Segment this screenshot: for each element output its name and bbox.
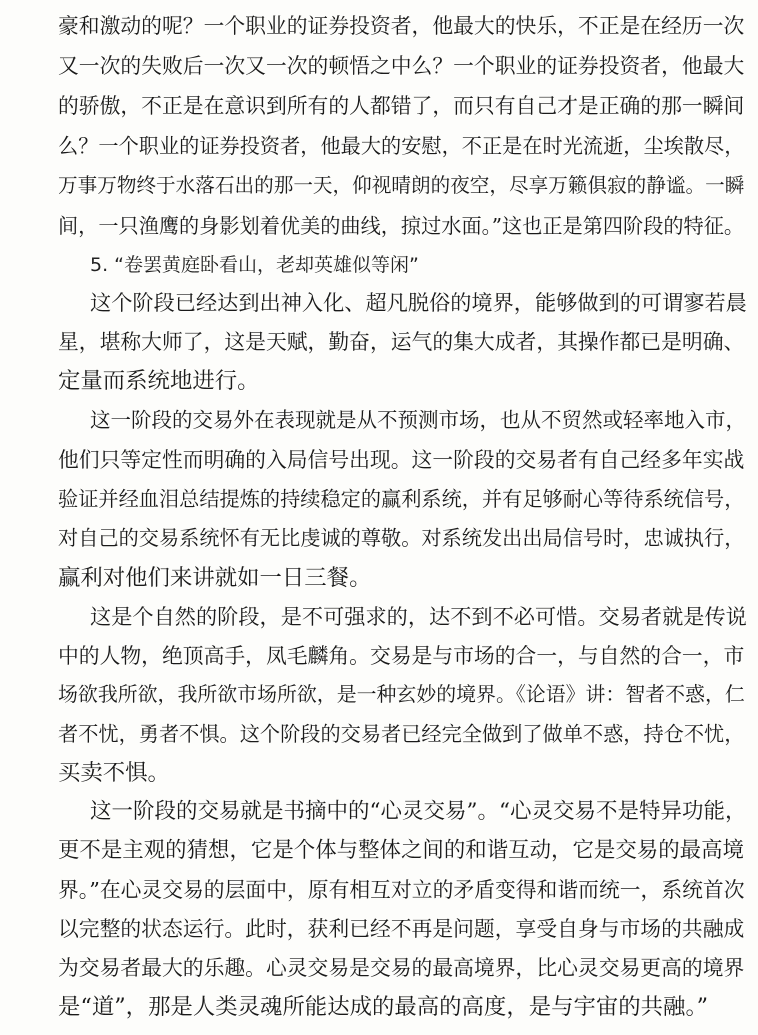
text-line: 场欲我所欲，我所欲市场所欲，是一种玄妙的境界。《论语》讲：智者不惑，仁 xyxy=(58,683,745,706)
text-line: 他们只等定性而明确的入局信号出现。这一阶段的交易者有自己经多年实战 xyxy=(58,448,745,472)
text-line: 买卖不惧。 xyxy=(58,760,170,786)
text-line: 中的人物，绝顶高手，凤毛麟角。交易是与市场的合一，与自然的合一，市 xyxy=(58,644,745,668)
text-line: 星，堪称大师了，这是天赋，勤奋，运气的集大成者，其操作都已是明确、 xyxy=(58,330,745,354)
text-line: 对自己的交易系统怀有无比虔诚的尊敬。对系统发出出局信号时，忠诚执行， xyxy=(58,526,745,550)
text-line: 以完整的状态运行。此时，获利已经不再是问题，享受自身与市场的共融成 xyxy=(58,917,745,941)
text-line: 是“道”，那是人类灵魂所能达成的最高的高度，是与宇宙的共融。” xyxy=(58,994,709,1020)
paragraph-first-line: 这个阶段已经达到出神入化、超凡脱俗的境界，能够做到的可谓寥若晨 xyxy=(90,290,747,315)
text-line: 赢利对他们来讲就如一日三餐。 xyxy=(58,565,372,591)
text-line: 更不是主观的猜想，它是个体与整体之间的和谐互动，它是交易的最高境 xyxy=(58,838,744,863)
text-line: 万事万物终于水落石出的那一天，仰视晴朗的夜空，尽享万籁俱寂的静谧。一瞬 xyxy=(58,174,745,197)
text-line: 为交易者最大的乐趣。心灵交易是交易的最高境界，比心灵交易更高的境界 xyxy=(58,956,745,980)
text-line: 间，一只渔鹰的身影划着优美的曲线，掠过水面。”这也正是第四阶段的特征。 xyxy=(58,214,745,238)
text-line: 界。”在心灵交易的层面中，原有相互对立的矛盾变得和谐而统一，系统首次 xyxy=(58,878,745,902)
text-line: 的骄傲，不正是在意识到所有的人都错了，而只有自己才是正确的那一瞬间 xyxy=(58,94,745,118)
paragraph-first-line: 这一阶段的交易外在表现就是从不预测市场，也从不贸然或轻率地入市， xyxy=(90,408,746,432)
text-line: 者不忧，勇者不惧。这个阶段的交易者已经完全做到了做单不惑，持仓不忧， xyxy=(58,722,745,746)
text-line: 豪和激动的呢？一个职业的证券投资者，他最大的快乐，不正是在经历一次 xyxy=(58,14,745,38)
text-line: 验证并经血泪总结提炼的持续稳定的赢利系统，并有足够耐心等待系统信号， xyxy=(58,487,745,511)
text-line: 又一次的失败后一次又一次的顿悟之中么？一个职业的证券投资者，他最大 xyxy=(58,54,745,78)
paragraph-first-line: 这一阶段的交易就是书摘中的“心灵交易”。“心灵交易不是特异功能， xyxy=(90,799,747,824)
paragraph-first-line: 这是个自然的阶段，是不可强求的，达不到不必可惜。交易者就是传说 xyxy=(90,604,747,629)
text-line: 定量而系统地进行。 xyxy=(58,368,260,394)
text-line: 么？一个职业的证券投资者，他最大的安慰，不正是在时光流逝，尘埃散尽， xyxy=(58,134,745,158)
section-heading: 5. “卷罢黄庭卧看山，老却英雄似等闲” xyxy=(90,254,419,276)
